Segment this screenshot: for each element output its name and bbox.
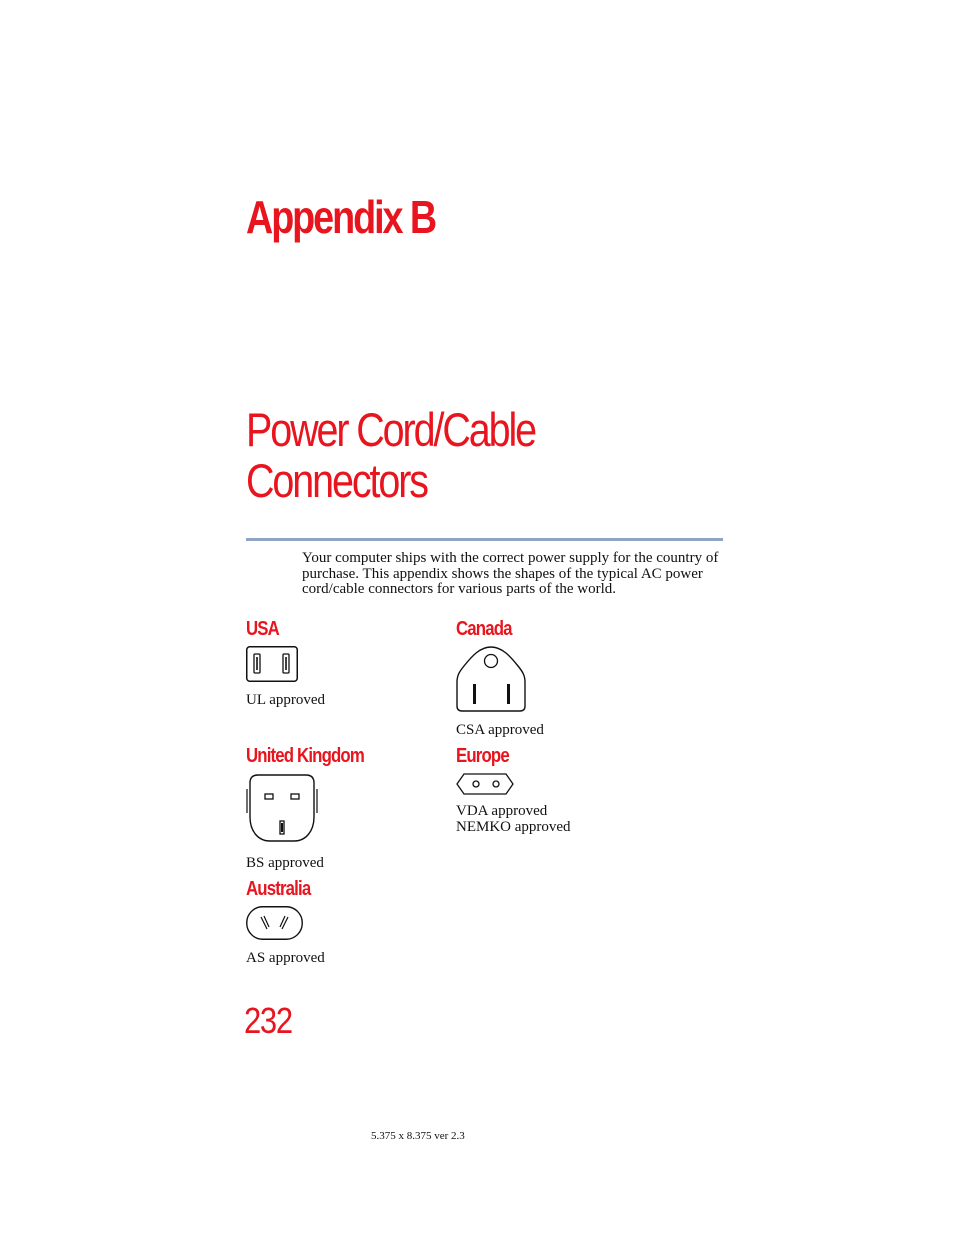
usa-heading: USA — [246, 618, 279, 640]
footer-version: 5.375 x 8.375 ver 2.3 — [371, 1130, 465, 1142]
australia-caption: AS approved — [246, 950, 325, 966]
canada-heading: Canada — [456, 618, 512, 640]
uk-caption: BS approved — [246, 855, 324, 871]
europe-heading: Europe — [456, 745, 509, 767]
australia-plug-icon — [246, 906, 303, 940]
page-title — [246, 404, 535, 506]
appendix-label: Appendix B — [246, 191, 436, 243]
australia-heading: Australia — [246, 878, 311, 900]
europe-plug-icon — [456, 773, 514, 795]
europe-caption — [456, 803, 571, 835]
intro-paragraph: Your computer ships with the correct power supply for the country of purchase. This appendix shows the shapes of the typical AC power cord/cable connectors for various parts of the world. — [302, 550, 719, 597]
title-divider — [246, 538, 723, 541]
europe-caption-line-1: VDA approved — [456, 803, 548, 819]
uk-heading: United Kingdom — [246, 745, 364, 767]
usa-plug-icon — [246, 646, 298, 682]
uk-plug-icon — [246, 773, 318, 843]
canada-caption: CSA approved — [456, 722, 544, 738]
europe-caption-line-2: NEMKO approved — [456, 819, 571, 835]
usa-caption: UL approved — [246, 692, 325, 708]
page-title-line-1: Power Cord/Cable — [246, 403, 535, 456]
page-title-line-2: Connectors — [246, 454, 427, 507]
canada-plug-icon — [456, 646, 526, 713]
page-number: 232 — [244, 1000, 292, 1041]
